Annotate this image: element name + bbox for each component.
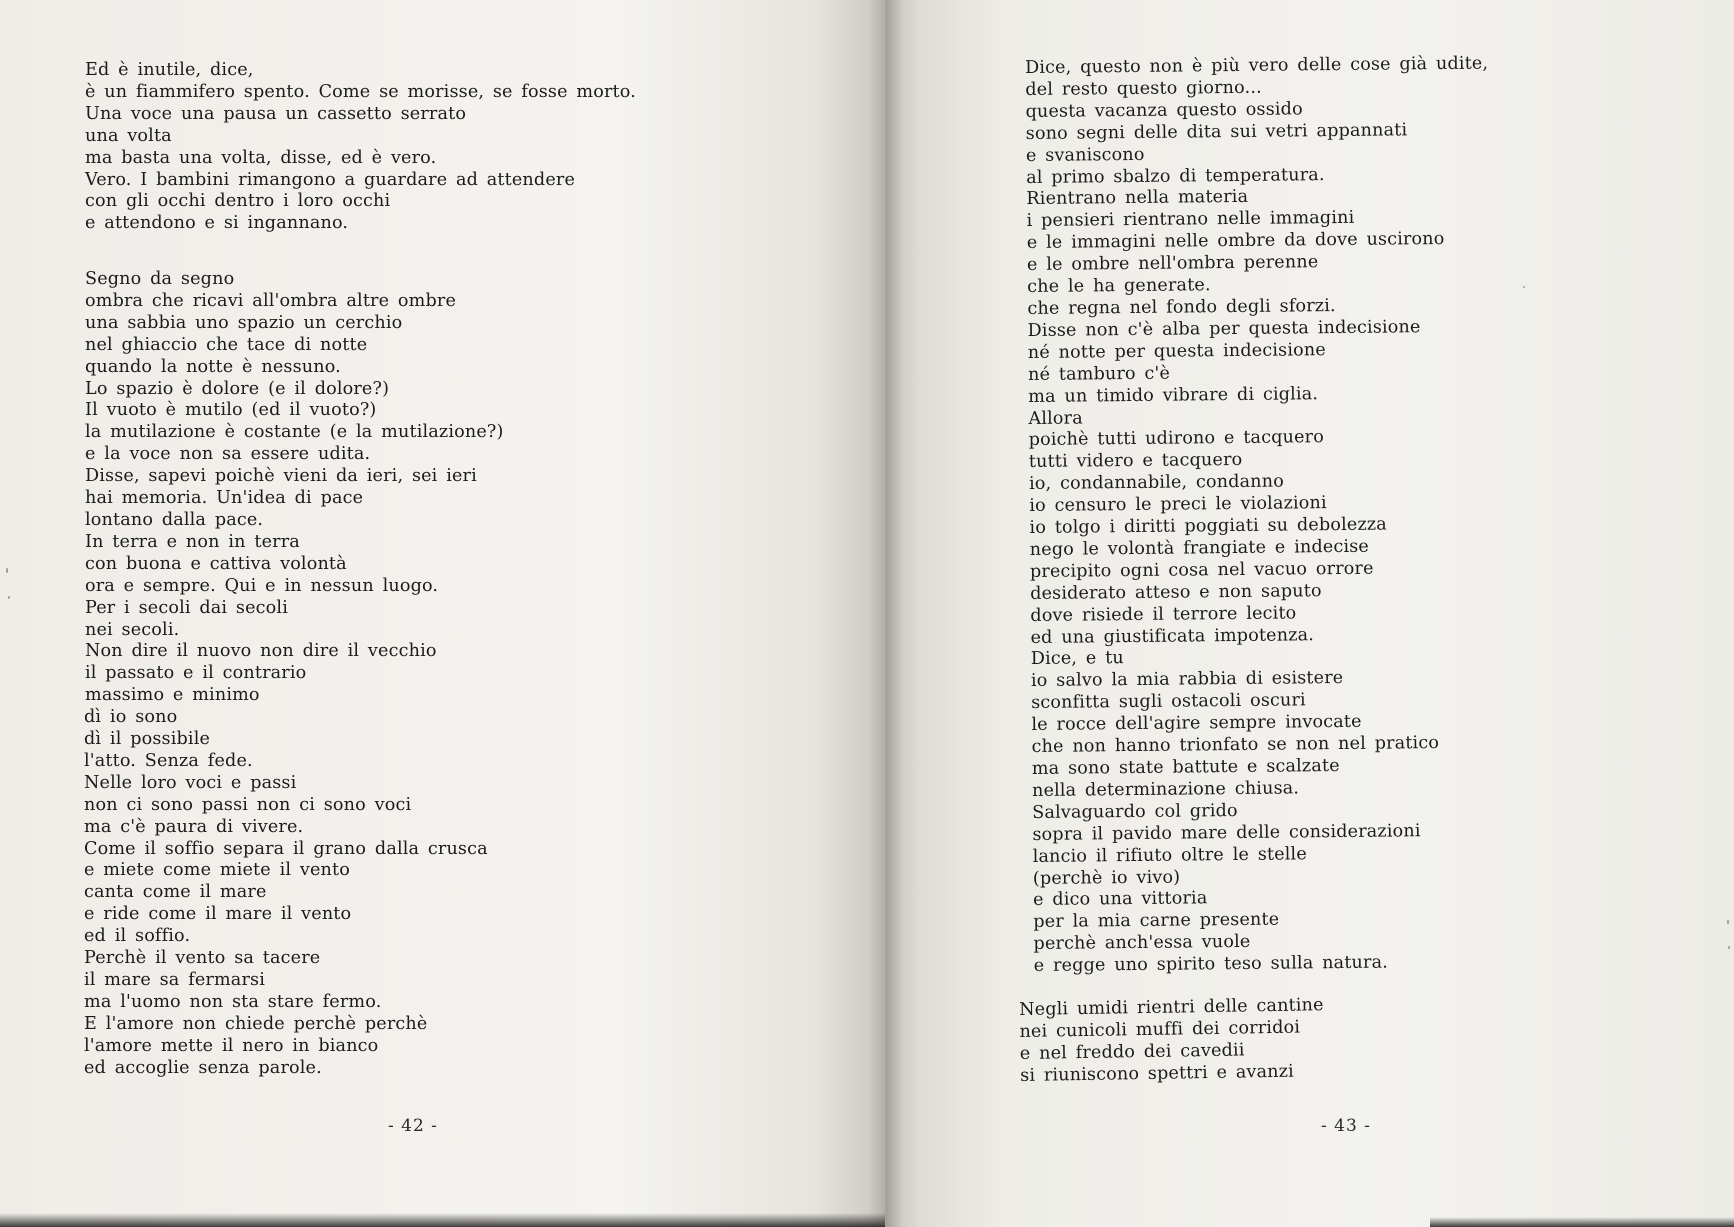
poem-line: la mutilazione è costante (e la mutilazione?) (85, 422, 504, 443)
poem-line: Negli umidi rientri delle cantine (1019, 995, 1324, 1020)
poem-line: ma basta una volta, disse, ed è vero. (85, 147, 437, 168)
paper-speck (1728, 946, 1730, 949)
poem-line: le rocce dell'agire sempre invocate (1031, 711, 1362, 736)
poem-line: questa vacanza questo ossido (1025, 99, 1303, 122)
poem-line: ora e sempre. Qui e in nessun luogo. (85, 575, 439, 596)
poem-line: Segno da segno (85, 269, 235, 289)
poem-line: si riuniscono spettri e avanzi (1020, 1061, 1295, 1086)
poem-line: e dico una vittoria (1032, 888, 1208, 911)
poem-line: né tamburo c'è (1027, 363, 1171, 385)
poem-line: Una voce una pausa un cassetto serrato (85, 103, 467, 124)
poem-line: Il vuoto è mutilo (ed il vuoto?) (85, 400, 377, 421)
poem-line: sconfitta sugli ostacoli oscuri (1031, 690, 1306, 714)
poem-line: e ride come il mare il vento (84, 904, 352, 925)
poem-line: una sabbia uno spazio un cerchio (85, 312, 403, 333)
poem-line: hai memoria. Un'idea di pace (85, 488, 364, 509)
paper-speck (1523, 286, 1525, 288)
poem-line: canta come il mare (84, 882, 267, 903)
poem-line: e le immagini nelle ombre da dove uscirono (1026, 229, 1445, 254)
poem-line: e attendono e si ingannano. (85, 213, 349, 234)
poem-line: Perchè il vento sa tacere (84, 948, 321, 969)
poem-line: tutti videro e tacquero (1028, 450, 1243, 473)
poem-line: e le ombre nell'ombra perenne (1026, 252, 1319, 276)
paper-speck (8, 596, 10, 599)
poem-line: l'amore mette il nero in bianco (84, 1035, 379, 1056)
poem-line: dove risiede il terrore lecito (1030, 603, 1297, 626)
left-stanza-2 (85, 269, 504, 1080)
poem-line: e regge uno spirito teso sulla natura. (1033, 952, 1389, 977)
poem-line: Ed è inutile, dice, (85, 60, 254, 80)
poem-line: ombra che ricavi all'ombra altre ombre (85, 290, 457, 311)
poem-line: ed il soffio. (84, 926, 191, 947)
poem-line: ma un timido vibrare di ciglia. (1028, 383, 1319, 407)
poem-line: e svaniscono (1025, 144, 1145, 166)
poem-line: Disse non c'è alba per questa indecisione (1027, 317, 1421, 341)
poem-line: e nel freddo dei cavedii (1019, 1040, 1245, 1064)
poem-line: dì io sono (84, 707, 178, 728)
poem-line: Non dire il nuovo non dire il vecchio (85, 641, 437, 662)
poem-line: Rientrano nella materia (1026, 187, 1249, 210)
poem-line: nei secoli. (85, 619, 180, 640)
poem-line: Per i secoli dai secoli (85, 597, 288, 618)
poem-line: né notte per questa indecisione (1027, 339, 1326, 363)
poem-line: In terra e non in terra (85, 531, 300, 552)
poem-line: ma l'uomo non sta stare fermo. (84, 991, 382, 1012)
poem-line: ma c'è paura di vivere. (84, 816, 304, 837)
paper-speck (6, 568, 8, 573)
poem-line: nella determinazione chiusa. (1031, 778, 1300, 801)
poem-line: Salvaguardo col grido (1032, 800, 1238, 823)
poem-line: massimo e minimo (85, 685, 260, 706)
poem-line: lancio il rifiuto oltre le stelle (1032, 843, 1307, 867)
poem-line: lontano dalla pace. (85, 509, 264, 530)
poem-line: Vero. I bambini rimangono a guardare ad attendere (85, 169, 576, 190)
poem-line: io salvo la mia rabbia di esistere (1030, 668, 1344, 692)
poem-line: una volta (85, 125, 172, 146)
poem-line: Allora (1028, 407, 1083, 429)
poem-line: l'atto. Senza fede. (84, 750, 253, 771)
poem-line: io, condannabile, condanno (1028, 471, 1285, 495)
poem-line: ed accoglie senza parole. (84, 1057, 322, 1078)
poem-line: che le ha generate. (1027, 275, 1211, 298)
poem-line: nego le volontà frangiate e indecise (1029, 536, 1370, 560)
poem-line: precipito ogni cosa nel vacuo orrore (1029, 558, 1374, 582)
poem-line: è un fiammifero spento. Come se morisse, se fosse morto. (85, 81, 636, 102)
poem-line: desiderato atteso e non saputo (1030, 580, 1322, 604)
page-number-left: - 42 - (388, 1116, 438, 1136)
page-bottom-edge (1430, 1217, 1734, 1227)
right-stanza-2 (1019, 995, 1325, 1087)
poem-line: io censuro le preci le violazioni (1029, 493, 1327, 517)
poem-line: il passato e il contrario (85, 663, 307, 684)
poem-line: nel ghiaccio che tace di notte (85, 334, 368, 355)
poem-line: Nelle loro voci e passi (84, 772, 297, 793)
poem-line: io tolgo i diritti poggiati su debolezza (1029, 514, 1387, 539)
poem-line: Dice, e tu (1030, 648, 1124, 670)
poem-line: Come il soffio separa il grano dalla crusca (84, 838, 488, 859)
poem-line: dì il possibile (84, 729, 211, 750)
left-stanza-1 (85, 60, 636, 235)
poem-line: e miete come miete il vento (84, 860, 350, 881)
right-stanza-1 (1025, 54, 1497, 978)
poem-line: con gli occhi dentro i loro occhi (85, 191, 391, 212)
poem-line: al primo sbalzo di temperatura. (1026, 164, 1325, 188)
poem-line: ma sono state battute e scalzate (1031, 756, 1340, 779)
page-number-right: - 43 - (1321, 1116, 1371, 1136)
poem-line: sono segni delle dita sui vetri appannati (1025, 120, 1408, 144)
poem-line: con buona e cattiva volontà (85, 553, 347, 574)
poem-line: sopra il pavido mare delle considerazioni (1032, 820, 1421, 845)
poem-line: Dice, questo non è più vero delle cose già udite, (1025, 53, 1489, 78)
poem-line: ed una giustificata impotenza. (1030, 624, 1315, 648)
poem-line: poichè tutti udirono e tacquero (1028, 427, 1325, 451)
poem-line: (perchè io vivo) (1032, 867, 1181, 889)
poem-line: non ci sono passi non ci sono voci (84, 794, 412, 815)
poem-line: Disse, sapevi poichè vieni da ieri, sei ieri (85, 466, 477, 487)
poem-line: perchè anch'essa vuole (1033, 932, 1251, 955)
poem-line: che regna nel fondo degli sforzi. (1027, 295, 1336, 319)
poem-line: nei cunicoli muffi dei corridoi (1019, 1017, 1301, 1042)
paper-speck (1727, 920, 1729, 924)
poem-line: E l'amore non chiede perchè perchè (84, 1013, 428, 1034)
poem-line: il mare sa fermarsi (84, 970, 265, 990)
poem-line: quando la notte è nessuno. (85, 356, 341, 377)
poem-line: e la voce non sa essere udita. (85, 444, 371, 465)
poem-line: che non hanno trionfato se non nel pratico (1031, 733, 1440, 758)
poem-line: i pensieri rientrano nelle immagini (1026, 208, 1355, 232)
page-bottom-edge (0, 1213, 885, 1227)
poem-line: del resto questo giorno... (1025, 77, 1262, 100)
poem-line: per la mia carne presente (1033, 909, 1280, 933)
poem-line: Lo spazio è dolore (e il dolore?) (85, 378, 390, 399)
